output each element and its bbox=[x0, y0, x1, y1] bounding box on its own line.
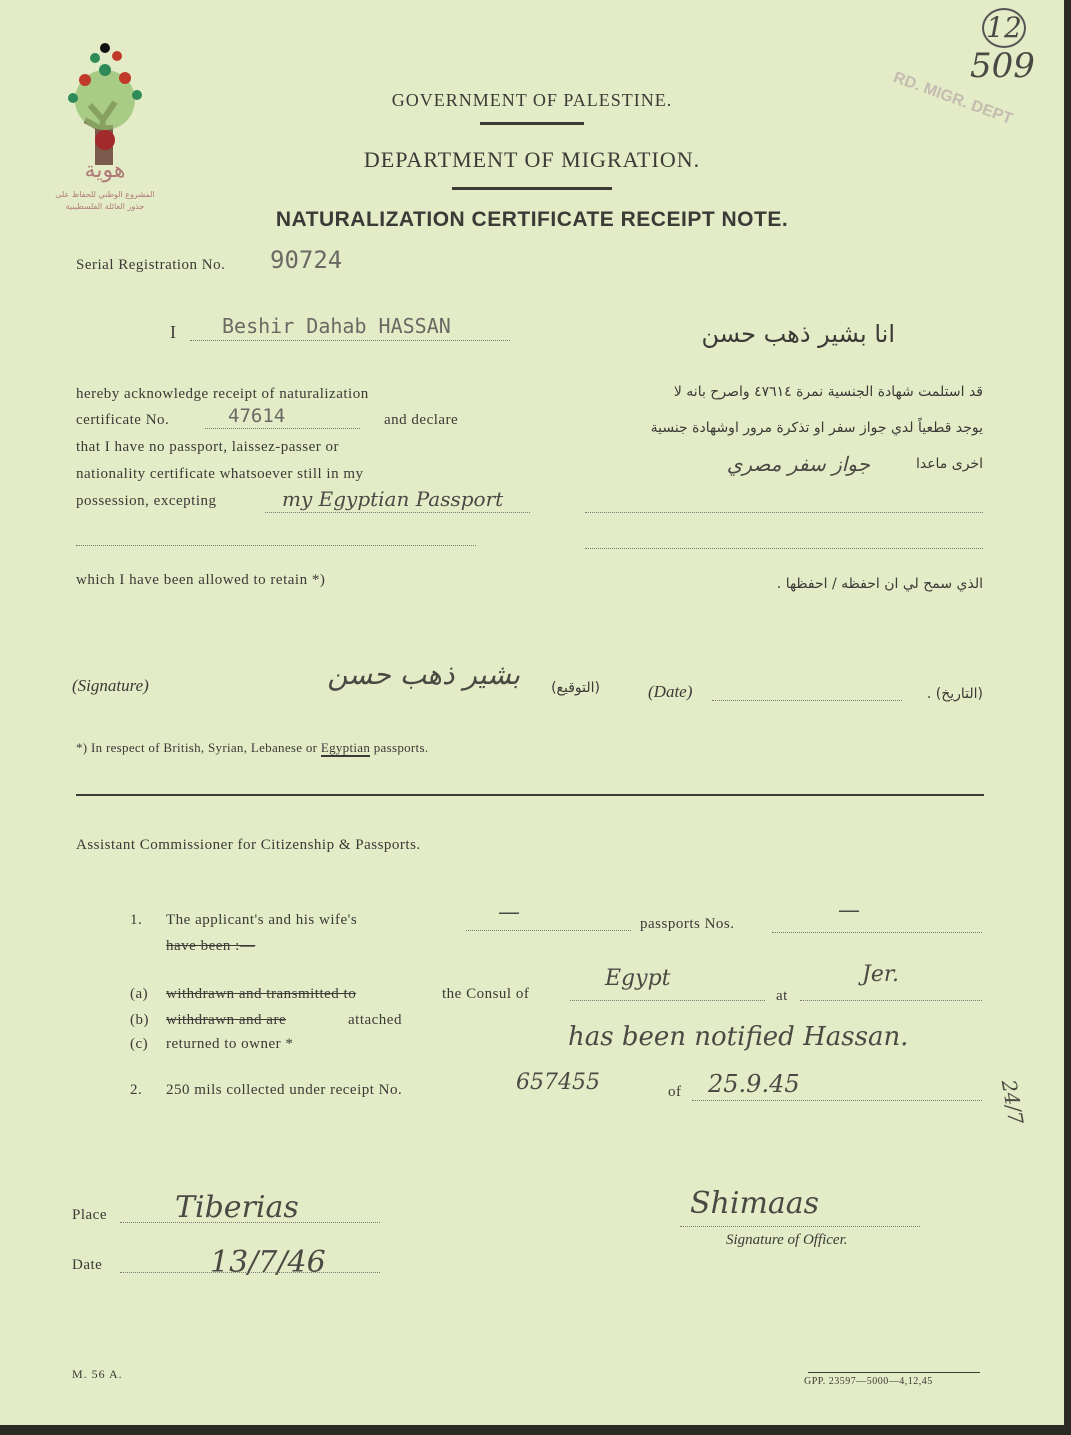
officer-label: Signature of Officer. bbox=[726, 1232, 848, 1248]
declaration-ar-line-3: اخرى ماعدا bbox=[915, 456, 983, 472]
passports-label: passports Nos. bbox=[640, 916, 735, 932]
margin-note: 24/7 bbox=[996, 1077, 1029, 1127]
at-label: at bbox=[776, 988, 788, 1004]
signature-label: (Signature) bbox=[72, 676, 149, 695]
declaration-line-4: nationality certificate whatsoever still in my bbox=[76, 466, 364, 482]
name-line bbox=[190, 340, 510, 341]
option-c-label: (c) bbox=[130, 1036, 149, 1052]
consul-value: Egypt bbox=[605, 966, 671, 991]
footnote-after: passports. bbox=[370, 740, 429, 755]
ar-line-1 bbox=[585, 512, 983, 513]
at-line bbox=[800, 1000, 982, 1001]
option-a-label: (a) bbox=[130, 986, 149, 1002]
ar-line-2 bbox=[585, 548, 983, 549]
applicant-name: Beshir Dahab HASSAN bbox=[222, 314, 451, 338]
item-1-number: 1. bbox=[130, 912, 143, 928]
section-divider bbox=[76, 794, 984, 796]
faint-stamp: RD. MIGR. DEPT bbox=[891, 69, 1015, 128]
number-stamp bbox=[970, 8, 1035, 98]
item-1-line bbox=[466, 930, 631, 931]
at-place: Jer. bbox=[862, 962, 899, 987]
heading-rule-2 bbox=[452, 187, 612, 190]
logo-word: هوية bbox=[84, 158, 126, 183]
consul-line bbox=[570, 1000, 765, 1001]
logo bbox=[55, 40, 155, 230]
excepting-line bbox=[265, 512, 530, 513]
signature-value: بشير ذهب حسن bbox=[327, 658, 520, 691]
applicant-name-ar: انا بشير ذهب حسن bbox=[701, 320, 895, 348]
item-1-text: The applicant's and his wife's bbox=[166, 912, 358, 928]
item-1-dash: — bbox=[498, 900, 520, 925]
printer-rule bbox=[808, 1372, 980, 1373]
place-label: Place bbox=[72, 1207, 107, 1223]
name-prefix: I bbox=[170, 322, 176, 342]
form-number: M. 56 A. bbox=[72, 1367, 123, 1381]
passports-dash: — bbox=[838, 898, 860, 923]
heading-rule-1 bbox=[480, 122, 584, 125]
cert-line bbox=[205, 428, 360, 429]
date-label: (Date) bbox=[648, 682, 693, 701]
serial-value: 90724 bbox=[270, 246, 343, 274]
option-c-rest: returned to owner * bbox=[166, 1036, 294, 1052]
option-a-rest: the Consul of bbox=[442, 986, 530, 1002]
notified-note: has been notified Hassan. bbox=[568, 1022, 909, 1052]
declaration-line-3: that I have no passport, laissez-passer or bbox=[76, 439, 340, 455]
logo-line-2: جذور العائلة الفلسطينية bbox=[65, 202, 145, 211]
declaration-line-2a: certificate No. bbox=[76, 412, 170, 428]
receipt-date: 25.9.45 bbox=[708, 1070, 800, 1098]
passports-line bbox=[772, 932, 982, 933]
have-been-text: have been :— bbox=[166, 938, 256, 954]
option-b-struck: withdrawn and are bbox=[166, 1012, 287, 1028]
declaration-line-1: hereby acknowledge receipt of naturalization bbox=[76, 386, 369, 402]
receipt-number: 657455 bbox=[516, 1070, 600, 1095]
department-heading: DEPARTMENT OF MIGRATION. bbox=[363, 147, 701, 172]
date-label-ar: (التاريخ) . bbox=[926, 686, 983, 702]
officer-line bbox=[680, 1226, 920, 1227]
footnote-egyptian: Egyptian bbox=[320, 740, 371, 755]
commissioner-heading: Assistant Commissioner for Citizenship & Passports. bbox=[76, 837, 421, 853]
stamp-bottom-number: 509 bbox=[970, 46, 1035, 86]
printer-info: GPP. 23597—5000—4,12,45 bbox=[804, 1376, 933, 1387]
place-value: Tiberias bbox=[175, 1190, 299, 1225]
receipt-line bbox=[692, 1100, 982, 1101]
declaration-ar-line-1: قد استلمت شهادة الجنسية نمرة ٤٧٦١٤ واصرح بانه لا bbox=[673, 384, 983, 400]
government-heading: GOVERNMENT OF PALESTINE. bbox=[391, 90, 673, 110]
declaration-ar-line-2: يوجد قطعياً لدي جواز سفر او تذكرة مرور اوشهادة جنسية bbox=[650, 420, 983, 436]
option-a-struck: withdrawn and transmitted to bbox=[166, 986, 357, 1002]
certificate-number: 47614 bbox=[228, 405, 286, 427]
date-value: 13/7/46 bbox=[210, 1245, 326, 1280]
blank-line-1 bbox=[76, 545, 476, 546]
document-title: NATURALIZATION CERTIFICATE RECEIPT NOTE. bbox=[275, 208, 789, 231]
signature-label-ar: (التوقيع) bbox=[551, 680, 600, 696]
footnote-before: *) In respect of British, Syrian, Lebanese or bbox=[76, 740, 321, 755]
logo-line-1: المشروع الوطني للحفاظ على bbox=[55, 190, 155, 199]
stamp-top-number: 12 bbox=[982, 8, 1026, 48]
serial-label: Serial Registration No. bbox=[76, 257, 226, 273]
item-2-text: 250 mils collected under receipt No. bbox=[166, 1082, 403, 1098]
place-line bbox=[120, 1222, 380, 1223]
item-2-number: 2. bbox=[130, 1082, 143, 1098]
retain-text: which I have been allowed to retain *) bbox=[76, 572, 326, 588]
excepting-value: my Egyptian Passport bbox=[282, 487, 504, 511]
declaration-line-5: possession, excepting bbox=[76, 493, 217, 509]
footnote bbox=[76, 740, 428, 756]
date-label-bottom: Date bbox=[72, 1257, 103, 1273]
excepting-ar-value: جواز سفر مصري bbox=[726, 452, 870, 476]
retain-text-ar: الذي سمح لي ان احفظه / احفظها . bbox=[776, 576, 983, 592]
officer-signature: Shimaas bbox=[690, 1186, 820, 1221]
of-label: of bbox=[668, 1084, 682, 1100]
date-line bbox=[712, 700, 902, 701]
option-b-label: (b) bbox=[130, 1012, 149, 1028]
declaration-line-2b: and declare bbox=[384, 412, 459, 428]
date-bottom-line bbox=[120, 1272, 380, 1273]
option-b-rest: attached bbox=[348, 1012, 402, 1028]
